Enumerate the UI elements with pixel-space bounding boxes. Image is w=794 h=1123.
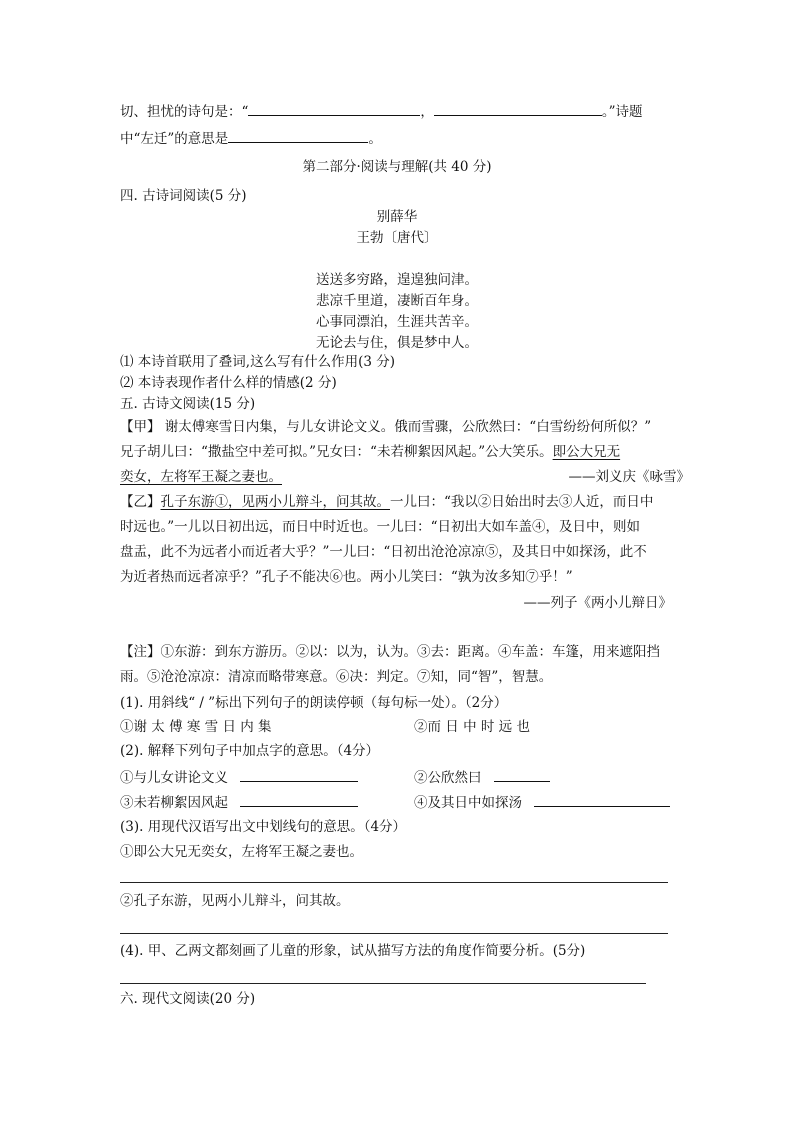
question-item (414, 792, 670, 812)
passage-line (120, 493, 653, 511)
answer-line[interactable] (120, 933, 668, 934)
fill-in-text: 切、担忧的诗句是：“ (120, 104, 249, 120)
answer-blank[interactable] (240, 792, 358, 807)
answer-blank[interactable] (494, 767, 550, 782)
underlined-sentence: 奕女，左将军王凝之妻也。 (120, 469, 282, 485)
question-item-text: ②公欣然曰 (414, 770, 482, 786)
passage-line (120, 468, 282, 486)
fill-in-text: 。”诗题 (601, 104, 643, 120)
question-item (120, 767, 358, 787)
fill-in-line-2 (120, 128, 382, 148)
question-item: ①谢 太 傅 寒 雪 日 内 集 (120, 719, 272, 735)
passage-line: 为近者热而远者凉乎？”孔子不能决⑥也。两小儿笑曰：“孰为汝多知⑦乎！” (120, 569, 573, 585)
underlined-sentence: 孔子东游①，见两小儿辩斗，问其故。 (160, 494, 390, 510)
passage-line: 盘盂，此不为远者小而近者大乎？”一儿曰：“日初出沧沧凉凉⑤，及其日中如探汤，此不 (120, 544, 647, 560)
fill-in-text: ， (420, 104, 434, 120)
answer-blank[interactable] (434, 101, 602, 116)
note-line: 雨。⑤沧沧凉凉：清凉而略带寒意。⑥决：判定。⑦知，同“智”，智慧。 (120, 669, 553, 685)
passage-text: 一儿曰：“我以②日始出时去③人近，而日中 (390, 494, 654, 510)
section-heading: 六. 现代文阅读(20 分) (120, 991, 256, 1007)
note-line: 【注】①东游：到东方游历。②以：以为，认为。③去：距离。④车盖：车篷，用来遮阳挡 (120, 644, 660, 660)
answer-blank[interactable] (240, 767, 358, 782)
answer-blank[interactable] (534, 792, 670, 807)
question-item-text: ①与儿女讲论文义 (120, 770, 228, 786)
fill-in-line-1 (120, 101, 643, 121)
question-item-text: ③未若柳絮因风起 (120, 795, 228, 811)
section-heading: 五. 古诗文阅读(15 分) (120, 396, 256, 412)
question-item-text: ④及其日中如探汤 (414, 795, 522, 811)
question-item: ①即公大兄无奕女，左将军王凝之妻也。 (120, 844, 363, 860)
poem-line: 送送多穷路，遑遑独问津。 (316, 272, 478, 288)
question-label: (3). 用现代汉语写出文中划线句的意思。（4分） (120, 819, 407, 835)
passage-text: 兄子胡儿曰：“撒盐空中差可拟。”兄女曰：“未若柳絮因风起。”公大笑乐。 (120, 444, 553, 460)
passage-line: 时远也。”一儿以日初出远，而日中时近也。一儿曰：“日初出大如车盖④，及日中，则如 (120, 519, 641, 535)
poem-author: 王勃〔唐代〕 (356, 230, 438, 246)
question-item (414, 767, 550, 787)
question-item (120, 792, 358, 812)
question-item: ②而 日 中 时 远 也 (414, 719, 530, 735)
fill-in-text: 。 (368, 131, 382, 147)
answer-line[interactable] (120, 882, 668, 883)
passage-line (120, 443, 620, 461)
passage-text: 【乙】 (120, 494, 161, 510)
poem-title: 别薛华 (376, 209, 418, 225)
section-heading: 四. 古诗词阅读(5 分) (120, 188, 247, 204)
fill-in-text: 中“左迁”的意思是 (120, 131, 229, 147)
poem-line: 无论去与住，俱是梦中人。 (316, 335, 478, 351)
passage-source: ——列子《两小儿辩日》 (523, 595, 672, 611)
poem-line: 心事同漂泊，生涯共苦辛。 (316, 314, 478, 330)
question-item: ②孔子东游，见两小儿辩斗，问其故。 (120, 893, 350, 909)
passage-line: 【甲】 谢太傅寒雪日内集，与儿女讲论文义。俄而雪骤，公欣然曰：“白雪纷纷何所似？” (120, 419, 652, 435)
question-label: (4). 甲、乙两文都刻画了儿童的形象，试从描写方法的角度作简要分析。(5分) (120, 943, 586, 959)
question-label: (1). 用斜线“ / ”标出下列句子的朗读停顿（每句标一处）。（2分） (120, 695, 508, 711)
part-title: 第二部分·阅读与理解(共 40 分) (302, 159, 492, 175)
answer-line[interactable] (120, 983, 646, 984)
underlined-sentence: 即公大兄无 (552, 444, 621, 460)
question-label: (2). 解释下列句子中加点字的意思。（4分） (120, 743, 380, 759)
passage-source: ——刘义庆《咏雪》 (568, 469, 690, 485)
question: ⑵ 本诗表现作者什么样的情感(2 分) (120, 375, 337, 391)
poem-line: 悲凉千里道，凄断百年身。 (316, 293, 478, 309)
answer-blank[interactable] (228, 128, 368, 143)
question: ⑴ 本诗首联用了叠词,这么写有什么作用(3 分) (120, 354, 395, 370)
answer-blank[interactable] (248, 101, 420, 116)
